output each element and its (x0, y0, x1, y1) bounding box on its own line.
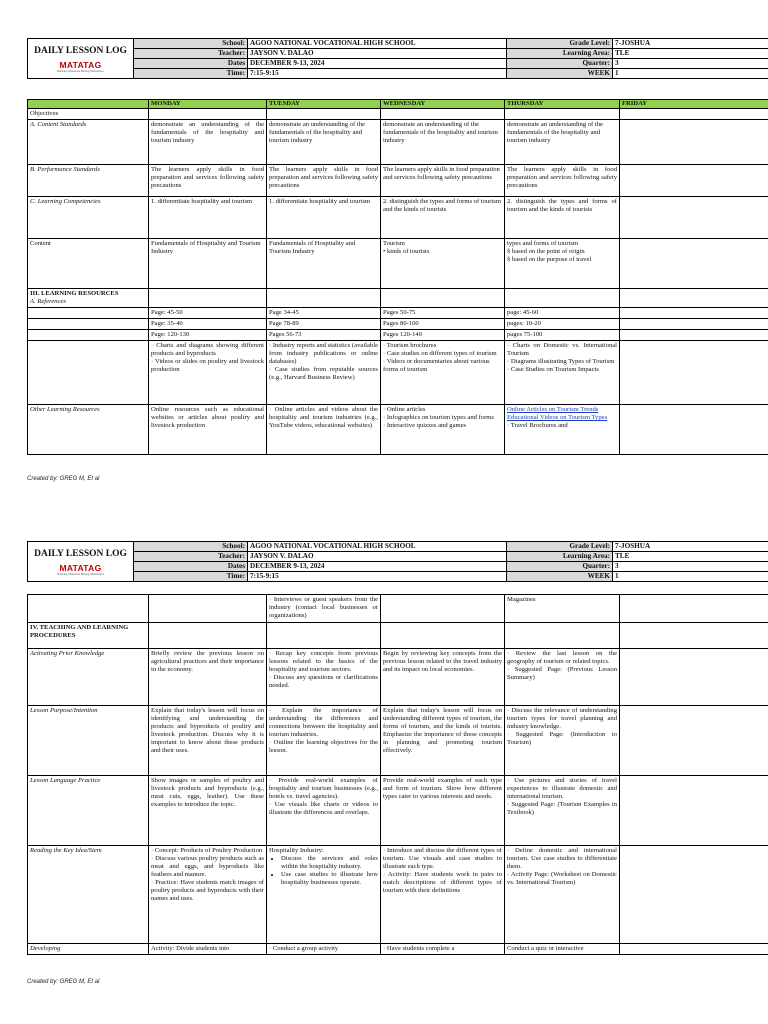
procedures-row (28, 623, 768, 649)
teacher-label: Teacher: (134, 49, 248, 59)
cell-item: · Discuss various poultry products such as meat and eggs, and byproducts like feathers and manure. (151, 855, 264, 878)
section-subheading: A. References (30, 298, 67, 305)
cell-text (381, 595, 505, 623)
cell-text: pages 75-100 (505, 330, 620, 341)
cell-text: 1. differentiate hospitality and tourism (267, 197, 381, 239)
week-value: 1 (613, 69, 768, 79)
cell-text: · Conduct a group activity (267, 944, 381, 955)
time-value: 7:15-9:15 (248, 69, 507, 79)
header-table (27, 541, 768, 582)
quarter-value: 3 (613, 59, 768, 69)
week-label: WEEK (507, 69, 613, 79)
page-title: DAILY LESSON LOG (34, 46, 127, 56)
page-title: DAILY LESSON LOG (34, 549, 127, 559)
section-heading: IV. TEACHING AND LEARNING PROCEDURES (28, 623, 149, 649)
cell-text: demonstrate an understanding of the fundamentals of the hospitality and tourism industry (267, 120, 381, 165)
lesson-log-page-2 (27, 541, 768, 985)
cell-item: · Infographics on tourism types and forms (383, 414, 494, 421)
cell-text: · Online articles and videos about the hospitality and tourism industries (e.g., YouTube videos, educational websites) (267, 405, 381, 455)
cell-text: · Have students complete a (381, 944, 505, 955)
day-friday: FRIDAY (620, 100, 768, 109)
cell-text: Page: 35-40 (149, 319, 267, 330)
cell-item: · Concept: Products of Poultry Production (151, 847, 263, 854)
reading-row (28, 846, 768, 944)
school-label: School: (134, 542, 248, 552)
week-label: WEEK (507, 572, 613, 582)
bullet-list (269, 855, 378, 887)
cell-item: · Use pictures and stories of travel experiences to illustrate domestic and international tourism. (507, 777, 617, 800)
row-label: Lesson Purpose/Intention (28, 706, 149, 776)
cell-text: demonstrate an understanding of the fundamentals of the hospitality and tourism industry (505, 120, 620, 165)
cell-item: · Charts and diagrams showing different products and byproducts (151, 342, 264, 357)
content-row (28, 239, 768, 289)
cell-text: 1. differentiate hospitality and tourism (149, 197, 267, 239)
day-tuesday: TUESDAY (267, 100, 381, 109)
cell-text: Hospitality Industry: (269, 847, 324, 854)
dates-value: DECEMBER 9-13, 2024 (248, 59, 507, 69)
days-row (28, 100, 768, 109)
dates-label: Dates (134, 59, 248, 69)
cell-item: · Provide real-world examples of hospitality and tourism businesses (e.g., hotels vs. travel agencies). (269, 777, 378, 800)
cell-text: The learners apply skills in food preparation and services following safety precautions (267, 165, 381, 197)
dates-value: DECEMBER 9-13, 2024 (248, 562, 507, 572)
cell-text: Pages 80-100 (381, 319, 505, 330)
cell-text: Tourism (383, 240, 405, 247)
activating-row (28, 649, 768, 706)
purpose-row (28, 706, 768, 776)
cell-text: Explain that today's lesson will focus on understanding different types of tourism, the forms of tourism, and the kinds of tourists. Emphasize the importance of these concepts in planning and promoting tourism effectively. (381, 706, 505, 776)
logo-tagline: Bansang Makabata Batang Makabansa (57, 572, 104, 576)
quarter-label: Quarter: (507, 59, 613, 69)
cell-text: Explain that today's lesson will focus on identifying and understanding the products and byproducts of poultry and livestock production. Discuss why it is important to know about these products and their uses. (149, 706, 267, 776)
cell-text: Pages 120-140 (381, 330, 505, 341)
cell-text: pages: 10-20 (505, 319, 620, 330)
cell-text: The learners apply skills in food preparation and services following safety precautions (381, 165, 505, 197)
continued-row (28, 595, 768, 623)
day-monday: MONDAY (149, 100, 267, 109)
grade-label: Grade Level: (507, 542, 613, 552)
link-tourism-trends[interactable]: Online Articles on Tourism Trends (507, 406, 599, 413)
list-item: • Use case studies to illustrate how hospitality businesses operate. (281, 871, 378, 887)
area-value: TLE (613, 49, 768, 59)
cell-item: · Suggested Page: (Tourism Examples in Textbook) (507, 801, 617, 816)
objectives-row (28, 109, 768, 120)
cell-item: § based on the purpose of travel (507, 256, 592, 263)
cell-text: Pages 56-73 (267, 330, 381, 341)
cell-text: page: 45-60 (505, 308, 620, 319)
cell-item: · Interactive quizzes and games (383, 422, 467, 429)
cell-item: · Online articles (383, 406, 426, 413)
cell-item: · Travel Brochures and (507, 422, 568, 429)
cell-item: · Activity Page: (Worksheet on Domestic vs. International Tourism) (507, 871, 617, 886)
cell-text: 2. distinguish the types and forms of tourism and the kinds of tourists (381, 197, 505, 239)
area-value: TLE (613, 552, 768, 562)
cell-item: · Case Studies on Tourism Impacts (507, 366, 599, 373)
cell-item: · Discuss any questions or clarifications needed. (269, 674, 378, 689)
header-title-cell (28, 39, 134, 79)
cell-item: · Videos or documentaries about various forms of tourism (383, 358, 490, 373)
cell-text: Conduct a quiz or interactive (505, 944, 620, 955)
logo-text: MATATAG (59, 60, 102, 70)
area-label: Learning Area: (507, 49, 613, 59)
cell-item: · Suggested Page: (Introduction to Tourism) (507, 731, 617, 746)
lesson-log-page-1 (27, 38, 768, 482)
logo-tagline: Bansang Makabata Batang Makabansa (57, 69, 104, 73)
teacher-label: Teacher: (134, 552, 248, 562)
grade-value: 7-JOSHUA (613, 39, 768, 49)
cell-item: · Case studies from reputable sources (e.g., Harvard Business Review) (269, 366, 378, 381)
cell-text: Page 78-89 (267, 319, 381, 330)
cell-item: · Use visuals like charts or videos to illustrate the differences and overlaps. (269, 801, 378, 816)
time-label: Time: (134, 572, 248, 582)
cell-text: Page: 120-130 (149, 330, 267, 341)
grade-value: 7-JOSHUA (613, 542, 768, 552)
cell-item: · Videos or slides on poultry and livestock production (151, 358, 264, 373)
row-label: Lesson Language Practice (28, 776, 149, 846)
footer-credit: Created by: GREG M, Et al (27, 476, 100, 482)
grade-label: Grade Level: (507, 39, 613, 49)
week-value: 1 (613, 572, 768, 582)
resources-row (28, 289, 768, 308)
cell-item: · Explain the importance of understanding the differences and connections between the hospitality and tourism industries. (269, 707, 378, 738)
cell-item: § based on the point of origin (507, 248, 585, 255)
cell-text: Page 34-45 (267, 308, 381, 319)
time-label: Time: (134, 69, 248, 79)
cell-text: demonstrate an understanding of the fundamentals of the hospitality and tourism industry (381, 120, 505, 165)
cell-item: · Discuss the relevance of understanding tourism types for travel planning and industry knowledge. (507, 707, 617, 730)
row-label: A. Content Standards (28, 120, 149, 165)
cell-text: Briefly review the previous lesson on agricultural practices and their importance in the economy. (149, 649, 267, 706)
cell-item: · Tourism brochures (383, 342, 437, 349)
school-label: School: (134, 39, 248, 49)
cell-item: · Suggested Page: (Previous Lesson Summary) (507, 666, 617, 681)
materials-row (28, 341, 768, 405)
cell-text: Begin by reviewing key concepts from the previous lesson related to the travel industry and its impact on local economies. (381, 649, 505, 706)
cell-text: Online resources such as educational websites or articles about poultry and livestock production (149, 405, 267, 455)
cell-text: Activity: Divide students into (149, 944, 267, 955)
teacher-value: JAYSON V. DALAO (248, 49, 507, 59)
row-label: Content (28, 239, 149, 289)
cell-text: Fundamentals of Hospitality and Tourism Industry (267, 239, 381, 289)
cell-item: · Case studies on different types of tourism (383, 350, 497, 357)
school-value: AGOO NATIONAL VOCATIONAL HIGH SCHOOL (248, 542, 507, 552)
list-item: • Discuss the services and roles within the hospitality industry. (281, 855, 378, 871)
lesson-table-1 (27, 99, 768, 455)
day-wednesday: WEDNESDAY (381, 100, 505, 109)
pages-row (28, 308, 768, 319)
dates-label: Dates (134, 562, 248, 572)
cell-text (28, 595, 149, 623)
lesson-table-2 (27, 594, 768, 955)
cell-text: · Interviews or guest speakers from the industry (contact local businesses or organizations) (267, 595, 381, 623)
language-row (28, 776, 768, 846)
cell-item: · Introduce and discuss the different types of tourism. Use visuals and case studies to illustrate each type. (383, 847, 502, 870)
row-label: Developing (28, 944, 149, 955)
cell-text: types and forms of tourism (507, 240, 579, 247)
cell-text: Pages 50-75 (381, 308, 505, 319)
cell-item: · Define domestic and international tourism. Use case studies to differentiate them. (507, 847, 617, 870)
cell-text: Show images or samples of poultry and livestock products and byproducts (e.g., meat cuts, eggs, leather). Use these examples to introduce the topic. (149, 776, 267, 846)
cell-text: demonstrate an understanding of the fundamentals of the hospitality and tourism industry (149, 120, 267, 165)
teacher-value: JAYSON V. DALAO (248, 552, 507, 562)
cell-item: · Recap key concepts from previous lessons related to the basics of the hospitality and tourism sectors. (269, 650, 378, 673)
competencies-row (28, 197, 768, 239)
cell-text: The learners apply skills in food preparation and services following safety precautions (149, 165, 267, 197)
logo-text: MATATAG (59, 563, 102, 573)
link-tourism-videos[interactable]: Educational Videos on Tourism Types (507, 414, 608, 421)
pages-row (28, 330, 768, 341)
cell-item: · Review the last lesson on the geography of tourism or related topics. (507, 650, 617, 665)
matatag-logo (30, 564, 131, 576)
section-heading: III. LEARNING RESOURCES (30, 290, 119, 297)
cell-bullet: • kinds of tourists (383, 248, 430, 255)
cell-item: · Diagrams illustrating Types of Tourism (507, 358, 615, 365)
pages-row (28, 319, 768, 330)
content-standards-row (28, 120, 768, 165)
quarter-label: Quarter: (507, 562, 613, 572)
cell-item: · Charts on Domestic vs. International Tourism (507, 342, 617, 357)
day-thursday: THURSDAY (505, 100, 620, 109)
row-label: Reading the Key Idea/Stem (28, 846, 149, 944)
row-label: C. Learning Competencies (28, 197, 149, 239)
time-value: 7:15-9:15 (248, 572, 507, 582)
cell-item: · Practice: Have students match images of poultry products and byproducts with their names and uses. (151, 879, 264, 902)
row-label: B. Performance Standards (28, 165, 149, 197)
cell-item: · Outline the learning objectives for the lesson. (269, 739, 378, 754)
area-label: Learning Area: (507, 552, 613, 562)
cell-item: · Activity: Have students work in pairs to match descriptions of different types of tourism with their definitions (383, 871, 502, 894)
developing-row (28, 944, 768, 955)
cell-text: 2. distinguish the types and forms of tourism and the kinds of tourists (505, 197, 620, 239)
footer-credit: Created by: GREG M, Et al (27, 979, 100, 985)
cell-item: · Industry reports and statistics (available from industry publications or online databases) (269, 342, 378, 365)
header-table (27, 38, 768, 79)
performance-standards-row (28, 165, 768, 197)
matatag-logo (30, 61, 131, 73)
row-label: Other Learning Resources (28, 405, 149, 455)
cell-text: Provide real-world examples of each type and form of tourism. Show how different types cater to various interests and needs. (381, 776, 505, 846)
quarter-value: 3 (613, 562, 768, 572)
other-resources-row (28, 405, 768, 455)
cell-text: Magazines (505, 595, 620, 623)
row-label: Activating Prior Knowledge (28, 649, 149, 706)
header-title-cell (28, 542, 134, 582)
school-value: AGOO NATIONAL VOCATIONAL HIGH SCHOOL (248, 39, 507, 49)
cell-text: Fundamentals of Hospitality and Tourism Industry (149, 239, 267, 289)
cell-text: Page: 45-50 (149, 308, 267, 319)
cell-text: The learners apply skills in food preparation and services following safety precautions (505, 165, 620, 197)
objectives-label: Objectives (28, 109, 149, 120)
